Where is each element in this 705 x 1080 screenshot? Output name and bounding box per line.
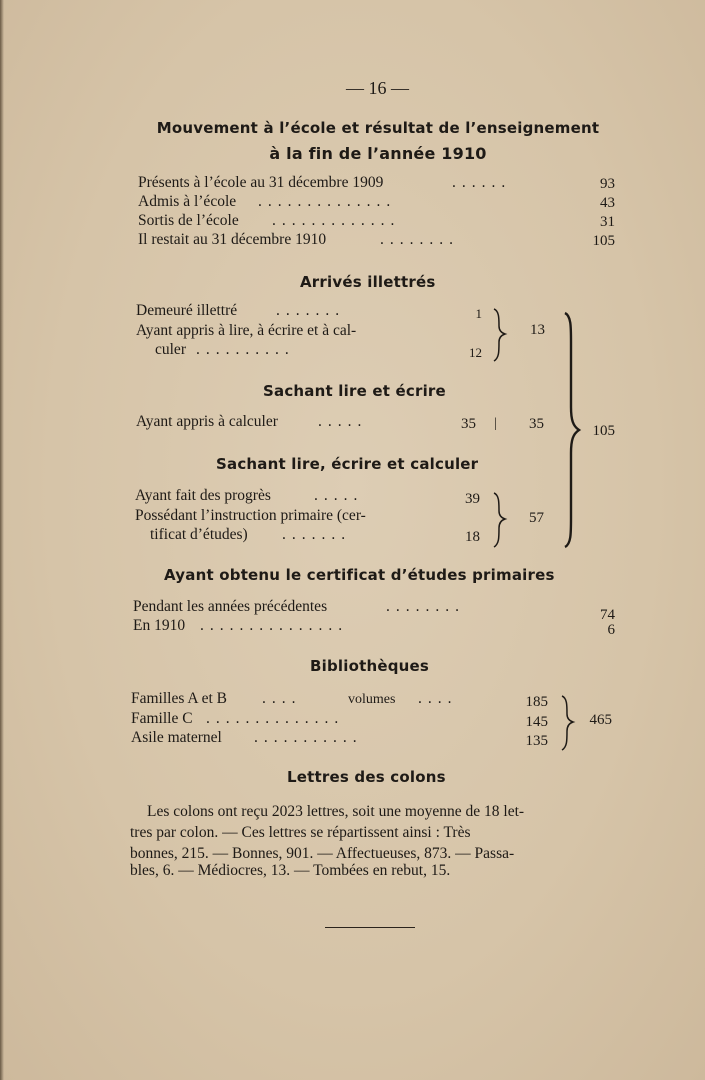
movement-value-1: 93 (600, 176, 615, 192)
certificat-label-2: En 1910 (133, 617, 186, 634)
sachant-calc-value-1: 39 (465, 491, 480, 507)
biblio-label-1: Familles A et B (131, 690, 228, 707)
lettres-line-4: bles, 6. — Médiocres, 13. — Tombées en rebut, 15. (130, 862, 451, 879)
certificat-value-1: 74 (600, 607, 615, 623)
arrives-label-3: culer (155, 341, 186, 358)
biblio-value-2: 145 (525, 714, 548, 730)
leader-dots: ....... (282, 526, 352, 543)
movement-label-1: Présents à l’école au 31 décembre 1909 (138, 174, 384, 191)
page-edge-shadow (0, 0, 4, 1080)
main-title-line2: à la fin de l’année 1910 (269, 144, 487, 163)
biblio-unit: volumes (348, 692, 396, 707)
main-title-line1: Mouvement à l’école et résultat de l’enseignement (156, 119, 600, 137)
brace-arrives (490, 308, 510, 362)
leader-dots: .... (418, 690, 458, 707)
sachant-calc-label-3: tificat d’études) (150, 526, 248, 543)
sachant-calc-label-1: Ayant fait des progrès (135, 487, 271, 504)
leader-dots: ............... (200, 617, 349, 634)
leader-dots: .... (262, 690, 302, 707)
sachant-calc-label-2: Possédant l’instruction primaire (cer- (135, 507, 366, 524)
movement-label-4: Il restait au 31 décembre 1910 (138, 231, 327, 248)
sachant-lire-subtotal: 35 (529, 416, 544, 432)
lettres-line-2: tres par colon. — Ces lettres se répartissent ainsi : Très (130, 824, 471, 841)
biblio-label-2: Famille C (131, 710, 193, 727)
lettres-line-3: bonnes, 215. — Bonnes, 901. — Affectueuses, 873. — Passa- (130, 845, 515, 862)
biblio-value-3: 135 (525, 733, 548, 749)
leader-dots: ....... (276, 302, 346, 319)
leader-dots: ........ (386, 598, 465, 615)
leader-dots: .............. (258, 193, 397, 210)
leader-dots: ........ (380, 231, 459, 248)
leader-dots: ..... (314, 487, 364, 504)
biblio-value-1: 185 (525, 694, 548, 710)
sachant-calc-heading: Sachant lire, écrire et calculer (216, 455, 479, 473)
leader-dots: ..... (318, 413, 368, 430)
grand-total: 105 (592, 423, 615, 439)
sachant-lire-value-1: 35 (461, 416, 476, 432)
arrives-subtotal: 13 (530, 322, 545, 338)
movement-value-4: 105 (592, 233, 615, 249)
certificat-heading: Ayant obtenu le certificat d’études primaires (164, 566, 555, 584)
leader-dots: ........... (254, 729, 363, 746)
sachant-calc-value-3: 18 (465, 529, 480, 545)
lettres-heading: Lettres des colons (287, 768, 446, 786)
movement-label-3: Sortis de l’école (138, 212, 239, 229)
lettres-line-1: Les colons ont reçu 2023 lettres, soit une moyenne de 18 let- (147, 803, 525, 820)
brace-sachant-calc (490, 492, 510, 548)
page-number: — 16 — (346, 78, 409, 98)
arrives-value-1: 1 (475, 306, 482, 321)
certificat-value-2: 6 (607, 622, 615, 638)
end-rule (325, 927, 415, 928)
leader-dots: .............. (206, 710, 345, 727)
leader-dots: ...... (452, 174, 512, 191)
movement-label-2: Admis à l’école (138, 193, 237, 210)
arrives-heading: Arrivés illettrés (300, 273, 436, 291)
bibliotheques-heading: Bibliothèques (310, 657, 430, 675)
arrives-label-2: Ayant appris à lire, à écrire et à cal- (136, 322, 357, 339)
leader-dots: .......... (196, 341, 295, 358)
sachant-calc-subtotal: 57 (529, 510, 544, 526)
separator-bar: | (494, 416, 497, 431)
leader-dots: ............. (272, 212, 401, 229)
movement-value-3: 31 (600, 214, 615, 230)
arrives-value-3: 12 (469, 345, 482, 360)
arrives-label-1: Demeuré illettré (136, 302, 238, 319)
sachant-lire-heading: Sachant lire et écrire (263, 382, 446, 400)
certificat-label-1: Pendant les années précédentes (133, 598, 328, 615)
brace-bibliotheques (558, 695, 578, 751)
sachant-lire-label-1: Ayant appris à calculer (136, 413, 278, 430)
biblio-total: 465 (589, 712, 612, 728)
movement-value-2: 43 (600, 195, 615, 211)
biblio-label-3: Asile maternel (131, 729, 222, 746)
